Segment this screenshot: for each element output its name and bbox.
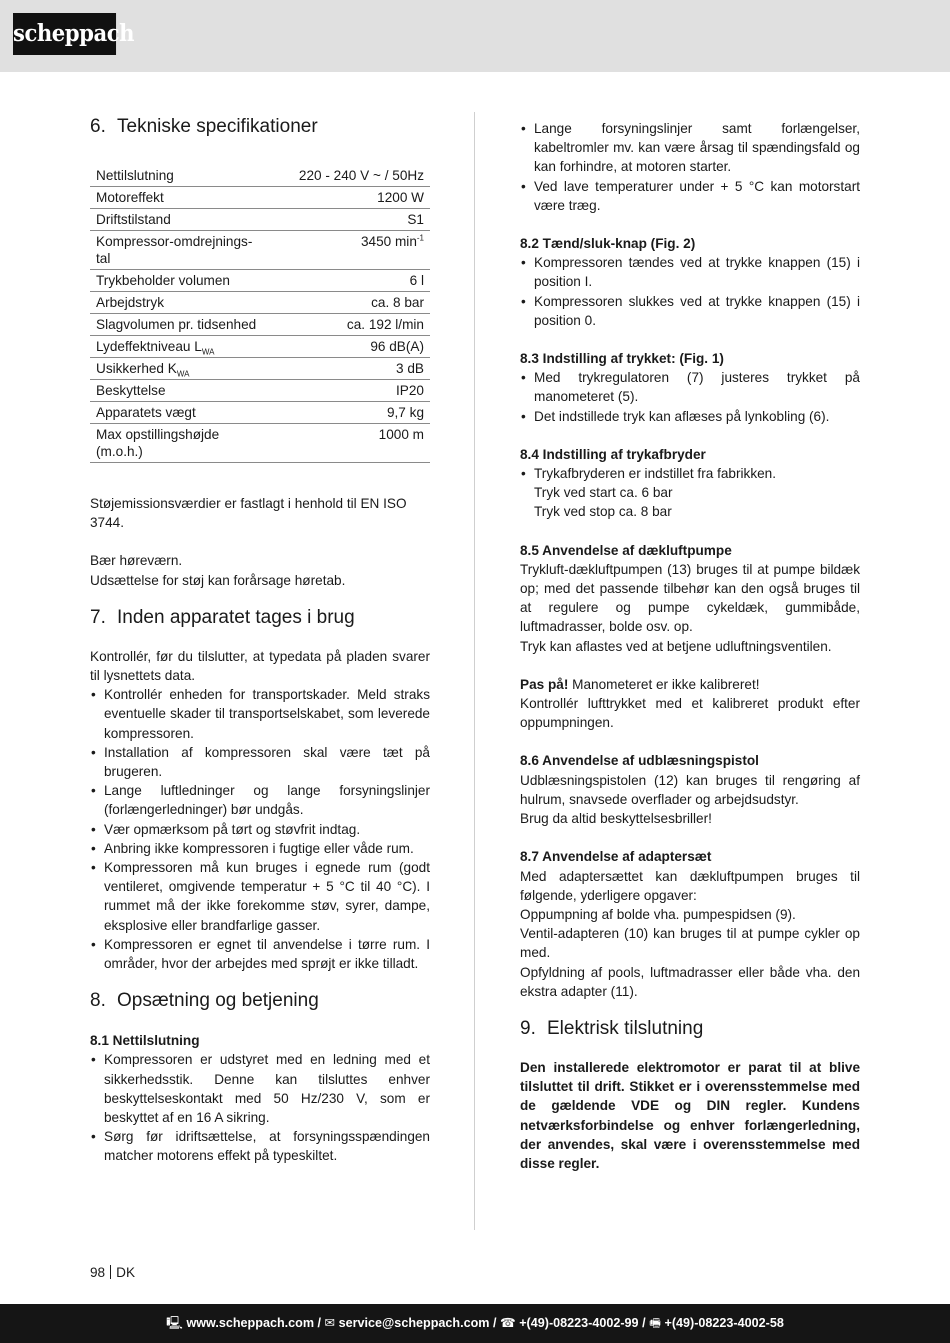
continued-list [520, 119, 860, 215]
list-item: • Kontrollér enheden for transportskader. Meld straks eventuelle skader til transportselskabet, som leverede kompressoren. [90, 685, 430, 743]
column-divider [474, 112, 475, 1230]
spec-label: Lydeffektniveau $L_{WA}$ [90, 336, 272, 358]
phone-icon: ☎ [500, 1316, 516, 1330]
spec-value: 9,7 kg [272, 402, 430, 424]
right-column [520, 119, 860, 1173]
spec-value: 96 dB(A) [272, 336, 430, 358]
email-icon: ✉ [324, 1316, 336, 1330]
list-item: • Kompressoren er udstyret med en ledning med et sikkerhedsstik. Denne kan tilsluttes enhver beskyttelseskontakt med 50 Hz/230 V, som er beskyttet af en 16 A sikring. [90, 1050, 430, 1127]
spec-value: ca. 192 l/min [272, 314, 430, 336]
spec-label: Kompressor-omdrejnings-tal [90, 231, 272, 270]
section-6-heading: 6. Tekniske specifikationer [90, 116, 318, 137]
spec-row [90, 314, 430, 336]
list-item: • Lange forsyningslinjer samt forlængelser, kabeltromler mv. kan være årsag til spændingsfald og kan forhindre, at motoren starter. [520, 119, 860, 177]
header-bar [0, 0, 950, 72]
spec-row [90, 187, 430, 209]
section-8-7-text-2: Oppumpning af bolde vha. pumpespidsen (9). [520, 906, 796, 922]
section-8-7-heading: 8.7 Anvendelse af adaptersæt [520, 849, 712, 865]
footer-website-link[interactable]: www.scheppach.com [186, 1316, 315, 1330]
list-item: • Anbring ikke kompressoren i fugtige eller våde rum. [90, 839, 430, 858]
spec-value: 6 l [272, 270, 430, 292]
section-8-5-text-2: Tryk kan aflastes ved at betjene udluftningsventilen. [520, 638, 832, 654]
section-7-list [90, 685, 430, 973]
spec-row [90, 380, 430, 402]
section-7-heading: 7. Inden apparatet tages i brug [90, 606, 355, 628]
list-item: • Lange luftledninger og lange forsyningslinjer (forlængerledninger) bør undgås. [90, 781, 430, 819]
spec-row [90, 424, 430, 463]
spec-label: Motoreffekt [90, 187, 272, 209]
section-8-heading: 8. Opsætning og betjening [90, 990, 319, 1012]
calibration-warning: Pas på! Manometeret er ikke kalibreret! [520, 676, 760, 692]
hearing-note-2: Udsættelse for støj kan forårsage høretab. [90, 572, 346, 588]
section-8-4-list [520, 464, 860, 522]
section-8-1-heading: 8.1 Nettilslutning [90, 1033, 200, 1049]
computer-icon: 🖳 [166, 1316, 183, 1330]
section-8-7-text-3: Ventil-adapteren (10) kan bruges til at pumpe cykler op med. [520, 926, 860, 961]
section-8-7-text: Med adaptersættet kan dækluftpumpen bruges til følgende, yderligere opgaver: [520, 868, 860, 903]
list-item: • Kompressoren tændes ved at trykke knappen (15) i position I. [520, 253, 860, 291]
list-item: • Kompressoren slukkes ved at trykke knappen (15) i position 0. [520, 292, 860, 330]
spec-value: 3450 $\min^{-1}$ [272, 231, 430, 270]
spec-label: Apparatets vægt [90, 402, 272, 424]
spec-label: Slagvolumen pr. tidsenhed [90, 314, 272, 336]
list-item: • Sørg før idriftsættelse, at forsyningsspændingen matcher motorens effekt på typeskiltet. [90, 1127, 430, 1165]
spec-value: 3 dB [272, 358, 430, 380]
fax-icon: 🖷 [649, 1316, 661, 1330]
spec-label: Trykbeholder volumen [90, 270, 272, 292]
page-number: 98 DK [90, 1265, 136, 1280]
section-8-1-list [90, 1050, 430, 1165]
section-8-6-heading: 8.6 Anvendelse af udblæsningspistol [520, 753, 759, 769]
section-8-5-text: Trykluft-dækluftpumpen (13) bruges til at pumpe bildæk op; med det passende tilbehør kan den også bruges til at regulere og pumpe cykeldæk, gummibåde, luftmadrasser, bolde osv. op. [520, 561, 860, 635]
section-8-4-heading: 8.4 Indstilling af trykafbryder [520, 446, 706, 462]
calibration-warning-2: Kontrollér lufttrykket med et kalibreret produkt efter oppumpningen. [520, 696, 860, 731]
left-column [90, 112, 430, 1166]
hearing-note-1: Bær høreværn. [90, 553, 183, 569]
spec-row [90, 231, 430, 270]
spec-row [90, 336, 430, 358]
spec-table [90, 164, 430, 463]
section-8-3-heading: 8.3 Indstilling af trykket: (Fig. 1) [520, 351, 724, 367]
spec-value: 220 - 240 V ~ / 50Hz [272, 164, 430, 187]
section-8-6-text: Udblæsningspistolen (12) kan bruges til rengøring af hulrum, snavsede overflader og arbejdsudstyr. [520, 772, 860, 807]
spec-label: Nettilslutning [90, 164, 272, 187]
spec-value: IP20 [272, 380, 430, 402]
footer-fax: +(49)-08223-4002-58 [664, 1316, 784, 1330]
spec-value: 1200 W [272, 187, 430, 209]
list-item: • Det indstillede tryk kan aflæses på lynkobling (6). [520, 407, 860, 426]
section-7-intro: Kontrollér, før du tilslutter, at typedata på pladen svarer til lysnettets data. [90, 648, 430, 684]
list-item: • Kompressoren er egnet til anvendelse i tørre rum. I områder, hvor der arbejdes med sprøjt er ikke tilladt. [90, 935, 430, 973]
spec-row [90, 164, 430, 187]
section-9-heading: 9. Elektrisk tilslutning [520, 1017, 704, 1039]
spec-row [90, 358, 430, 380]
spec-label: Arbejdstryk [90, 292, 272, 314]
scheppach-logo: scheppach [13, 13, 116, 55]
section-8-2-heading: 8.2 Tænd/sluk-knap (Fig. 2) [520, 236, 696, 252]
section-9-text: Den installerede elektromotor er parat til at blive tilsluttet til drift. Stikket er i overensstemmelse med de gældende VDE og DIN regler. Kundens netværksforbindelse og enhver forlængerledning, der anvendes, skal være i overensstemmelse med disse regler. [520, 1059, 860, 1171]
list-item: • Trykafbryderen er indstillet fra fabrikken. Tryk ved start ca. 6 bar Tryk ved stop ca. 8 bar [520, 464, 860, 522]
spec-label: Driftstilstand [90, 209, 272, 231]
spec-row [90, 209, 430, 231]
section-8-2-list [520, 253, 860, 330]
spec-row [90, 270, 430, 292]
list-item: • Installation af kompressoren skal være tæt på brugeren. [90, 743, 430, 781]
spec-value: ca. 8 bar [272, 292, 430, 314]
spec-label: Max opstillingshøjde (m.o.h.) [90, 424, 272, 463]
spec-row [90, 292, 430, 314]
spec-value: 1000 m [272, 424, 430, 463]
spec-value: S1 [272, 209, 430, 231]
spec-label: Beskyttelse [90, 380, 272, 402]
list-item: • Ved lave temperaturer under + 5 °C kan motorstart være træg. [520, 177, 860, 215]
section-8-7-text-4: Opfyldning af pools, luftmadrasser eller både vha. den ekstra adapter (11). [520, 964, 860, 999]
section-8-5-heading: 8.5 Anvendelse af dækluftpumpe [520, 542, 732, 558]
list-item: • Med trykregulatoren (7) justeres trykket på manometeret (5). [520, 368, 860, 406]
spec-row [90, 402, 430, 424]
spec-label: Usikkerhed $K_{WA}$ [90, 358, 272, 380]
footer-phone[interactable]: +(49)-08223-4002-99 [519, 1316, 639, 1330]
footer-bar: 🖳 www.scheppach.com / ✉ service@scheppach.com / ☎ +(49)-08223-4002-99 / 🖷 +(49)-08223-4002-58 [0, 1304, 950, 1343]
section-8-3-list [520, 368, 860, 426]
list-item: • Vær opmærksom på tørt og støvfrit indtag. [90, 820, 430, 839]
list-item: • Kompressoren må kun bruges i egnede rum (godt ventileret, omgivende temperatur + 5 °C til 40 °C). I rummet må der ikke forekomme støv, syrer, dampe, eksplosive eller brandfarlige gasser. [90, 858, 430, 935]
noise-note: Støjemissionsværdier er fastlagt i henhold til EN ISO 3744. [90, 496, 407, 531]
footer-email-link[interactable]: service@scheppach.com [338, 1316, 490, 1330]
section-8-6-text-2: Brug da altid beskyttelsesbriller! [520, 811, 712, 827]
